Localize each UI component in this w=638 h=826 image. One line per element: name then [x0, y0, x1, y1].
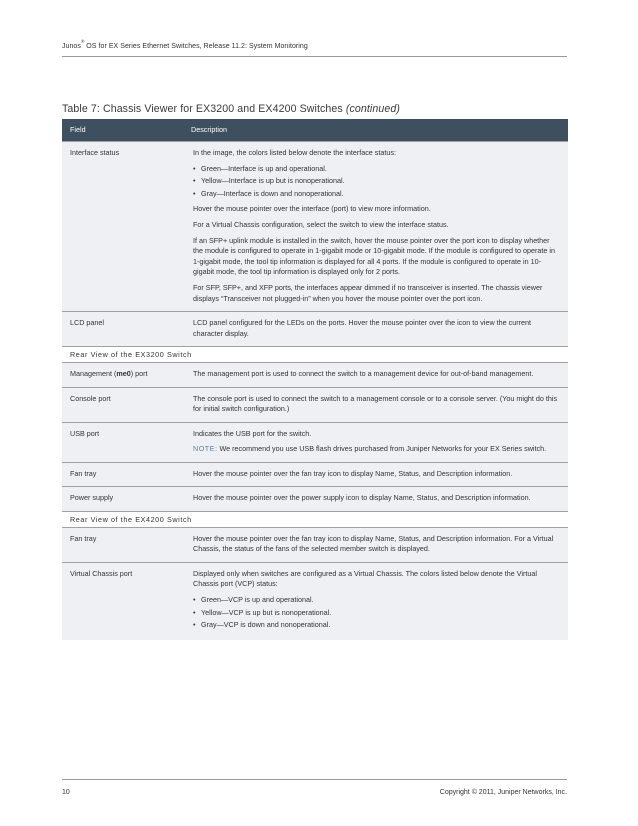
field-cell: LCD panel	[62, 312, 183, 347]
note-text: We recommend you use USB flash drives purchased from Juniper Networks for your EX Series switch.	[217, 444, 547, 454]
description-cell: Hover the mouse pointer over the fan tray icon to display Name, Status, and Description information.	[183, 462, 568, 487]
header-rule	[62, 56, 567, 57]
note-label: NOTE:	[193, 444, 218, 454]
paragraph: If an SFP+ uplink module is installed in the switch, hover the mouse pointer over the port icon to display whether the module is configured to operate in 1-gigabit mode or 10-gigabit mode. If the module is configured to operate in 1-gigabit mode, the tool tip information is displayed for all 4 ports. If the module is configured to operate in 10-gigabit mode, the tool tip information is displayed only for 2 ports.	[193, 235, 555, 277]
field-text: ) port	[130, 368, 148, 378]
copyright: Copyright © 2011, Juniper Networks, Inc.	[439, 789, 567, 796]
header-brand: Junos	[62, 43, 81, 50]
header-title: OS for EX Series Ethernet Switches, Release 11.2: System Monitoring	[84, 43, 308, 50]
list-item: • Yellow—Interface is up but is nonoperational.	[193, 176, 560, 187]
running-header	[62, 39, 308, 50]
paragraph: For a Virtual Chassis configuration, select the switch to view the interface status.	[193, 219, 449, 229]
field-cell: Fan tray	[62, 462, 183, 487]
field-cell	[62, 362, 183, 387]
vcp-status-list	[193, 595, 560, 631]
description-cell: Hover the mouse pointer over the power supply icon to display Name, Status, and Description information.	[183, 487, 568, 512]
paragraph: For SFP, SFP+, and XFP ports, the interfaces appear dimmed if no transceiver is inserted. The chassis viewer displays “Transceiver not plugged-in” when you hover the mouse pointer over the port icon.	[193, 282, 543, 303]
field-cell: USB port	[62, 422, 183, 462]
field-cell: Interface status	[62, 142, 183, 312]
table-row-virtual-chassis-port	[62, 562, 568, 639]
table-title-main: Table 7: Chassis Viewer for EX3200 and EX4200 Switches	[62, 103, 346, 115]
section-row-ex4200	[62, 512, 568, 528]
table-title	[62, 103, 400, 115]
description-cell: The console port is used to connect the switch to a management console or to a console server. (You might do this for initial switch configuration.)	[183, 387, 568, 422]
paragraph: Displayed only when switches are configured as a Virtual Chassis. The colors listed below denote the Virtual Chassis port (VCP) status:	[193, 568, 537, 589]
table-row-fan-tray-ex4200	[62, 527, 568, 562]
table-title-continued: (continued)	[345, 103, 400, 115]
field-cell: Console port	[62, 387, 183, 422]
description-cell: LCD panel configured for the LEDs on the ports. Hover the mouse pointer over the icon to view the current character display.	[183, 312, 568, 347]
description-cell	[183, 142, 568, 312]
list-item: • Gray—VCP is down and nonoperational.	[193, 620, 560, 631]
section-row-ex3200	[62, 347, 568, 363]
page-number: 10	[62, 789, 70, 796]
interface-status-list	[193, 164, 560, 200]
list-item: • Green—Interface is up and operational.	[193, 164, 560, 175]
column-header-description: Description	[183, 119, 568, 142]
paragraph: Hover the mouse pointer over the interface (port) to view more information.	[193, 204, 431, 214]
paragraph: Indicates the USB port for the switch.	[193, 428, 312, 438]
column-header-field: Field	[62, 119, 183, 142]
table-header-row	[62, 119, 568, 142]
section-heading: Rear View of the EX4200 Switch	[62, 512, 568, 528]
interface-status-intro: In the image, the colors listed below denote the interface status:	[193, 148, 396, 157]
list-item: • Green—VCP is up and operational.	[193, 595, 560, 606]
table-row-console-port	[62, 387, 568, 422]
field-cell: Virtual Chassis port	[62, 562, 183, 639]
table-row-power-supply	[62, 487, 568, 512]
field-cell: Fan tray	[62, 527, 183, 562]
note	[193, 444, 560, 455]
list-item: • Yellow—VCP is up but is nonoperational.	[193, 608, 560, 619]
list-item: • Gray—Interface is down and nonoperational.	[193, 189, 560, 200]
table-row-fan-tray-ex3200	[62, 462, 568, 487]
table-row-lcd-panel	[62, 312, 568, 347]
description-cell	[183, 422, 568, 462]
table-row-usb-port	[62, 422, 568, 462]
me0-code: me0	[116, 368, 131, 378]
table-row-management-port	[62, 362, 568, 387]
table-row-interface-status	[62, 142, 568, 312]
chassis-viewer-table	[62, 119, 568, 640]
section-heading: Rear View of the EX3200 Switch	[62, 347, 568, 363]
description-cell: Hover the mouse pointer over the fan tray icon to display Name, Status, and Description information. For a Virtual Chassis, the status of the fans of the selected member switch is displayed.	[183, 527, 568, 562]
description-cell: The management port is used to connect the switch to a management device for out-of-band management.	[183, 362, 568, 387]
field-text: Management (	[70, 368, 117, 378]
registered-mark: ®	[80, 39, 85, 44]
field-cell: Power supply	[62, 487, 183, 512]
footer-rule	[62, 779, 567, 780]
description-cell	[183, 562, 568, 639]
